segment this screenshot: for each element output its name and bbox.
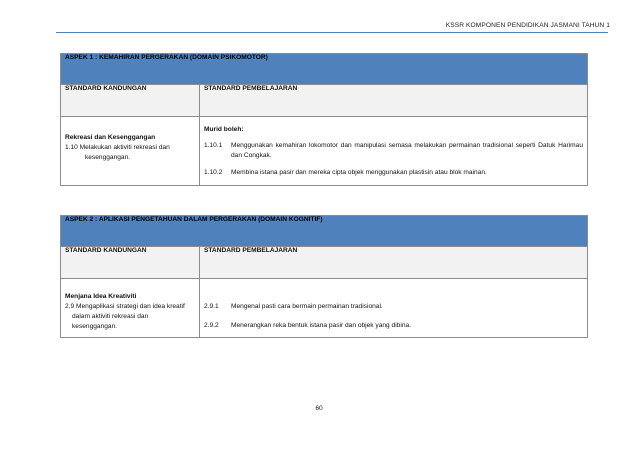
aspek-2-sk-item: 2.9 Mengaplikasi strategi dan idea kreatif dalam aktiviti rekreasi dan kesenggangan.	[65, 303, 185, 330]
aspek-1-sp-item-text: Membina istana pasir dan mereka cipta objek menggunakan plastisin atau blok mainan.	[231, 169, 487, 176]
page-number: 60	[315, 405, 323, 412]
aspek-1-sk-heading: Rekreasi dan Kesenggangan	[65, 134, 156, 141]
aspek-1-standard-kandungan-cell	[61, 117, 200, 186]
header-rule	[56, 32, 608, 33]
aspek-1-standard-pembelajaran-cell	[200, 117, 588, 186]
aspek-1-content-row	[61, 117, 588, 186]
aspek-2-col-standard-pembelajaran: STANDARD PEMBELAJARAN	[200, 247, 588, 279]
aspek-1-sp-item-text: Menggunakan kemahiran lokomotor dan manipulasi semasa melakukan permainan tradisional seperti Datuk Harimau dan Congkak.	[231, 142, 583, 159]
aspek-1-sp-item	[204, 141, 583, 161]
aspek-2-col-standard-kandungan: STANDARD KANDUNGAN	[61, 247, 200, 279]
aspek-1-title: ASPEK 1 : KEMAHIRAN PERGERAKAN (DOMAIN PSIKOMOTOR)	[61, 54, 588, 85]
aspek-1-table	[60, 53, 588, 186]
aspek-2-sp-item	[204, 321, 583, 331]
aspek-1-col-standard-kandungan: STANDARD KANDUNGAN	[61, 85, 200, 117]
aspek-2-title-row	[61, 216, 588, 247]
running-header-title: KSSR KOMPONEN PENDIDIKAN JASMANI TAHUN 1	[445, 22, 610, 29]
aspek-2-header-row	[61, 247, 588, 279]
aspek-2-sp-item-code: 2.9.1	[204, 303, 219, 310]
aspek-1-sp-intro: Murid boleh:	[204, 126, 244, 133]
aspek-1-sk-item: 1.10 Melakukan aktiviti rekreasi dan kesenggangan.	[65, 144, 170, 161]
aspek-2-content-row	[61, 279, 588, 338]
aspek-2-title: ASPEK 2 : APLIKASI PENGETAHUAN DALAM PERGERAKAN (DOMAIN KOGNITIF)	[61, 216, 588, 247]
aspek-1-sp-item	[204, 168, 583, 178]
aspek-1-col-standard-pembelajaran: STANDARD PEMBELAJARAN	[200, 85, 588, 117]
aspek-2-standard-pembelajaran-cell	[200, 279, 588, 338]
aspek-2-table	[60, 215, 588, 338]
aspek-2-sp-item-code: 2.9.2	[204, 322, 219, 329]
aspek-1-sp-item-code: 1.10.1	[204, 142, 223, 149]
aspek-2-sp-item-text: Mengenal pasti cara bermain permainan tradisional.	[231, 303, 383, 310]
aspek-1-title-row	[61, 54, 588, 85]
aspek-1-header-row	[61, 85, 588, 117]
aspek-1-sp-item-code: 1.10.2	[204, 169, 223, 176]
aspek-2-sp-item	[204, 302, 583, 312]
aspek-2-standard-kandungan-cell	[61, 279, 200, 338]
aspek-2-sp-item-text: Menerangkan reka bentuk istana pasir dan objek yang dibina.	[231, 322, 411, 329]
aspek-2-sk-heading: Menjana Idea Kreativiti	[65, 293, 137, 300]
